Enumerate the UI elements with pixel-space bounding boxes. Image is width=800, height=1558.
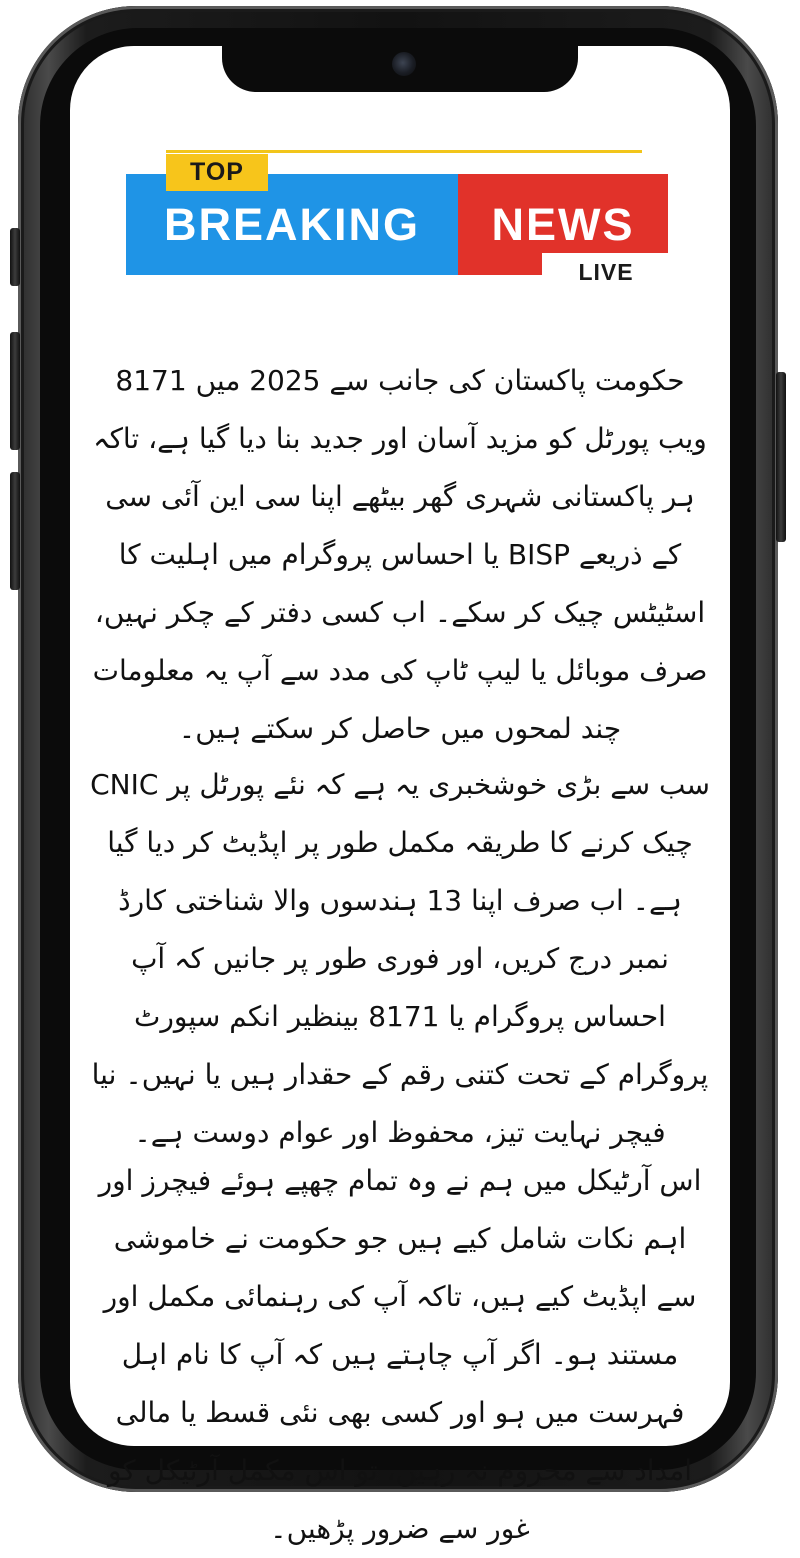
banner-accent-line — [166, 150, 642, 153]
mute-switch — [10, 228, 20, 286]
article-paragraph-3: اس آرٹیکل میں ہم نے وہ تمام چھپے ہوئے فیچرز اور اہم نکات شامل کیے ہیں جو حکومت نے خاموشی سے اپڈیٹ کیے ہیں، تاکہ آپ کی رہنمائی مکمل اور مستند ہو۔ اگر آپ چاہتے ہیں کہ آپ کا نام اہل فہرست میں ہو اور کسی بھی نئی قسط یا مالی امداد سے محروم نہ رہیں، تو اس مکمل آرٹیکل کو غور سے ضرور پڑھیں۔ — [98, 1164, 702, 1545]
power-button — [776, 372, 786, 542]
breaking-label: BREAKING — [126, 174, 458, 275]
camera-icon — [392, 52, 416, 76]
top-badge: TOP — [166, 154, 268, 191]
volume-down-button — [10, 472, 20, 590]
phone-notch — [222, 40, 578, 92]
volume-up-button — [10, 332, 20, 450]
live-badge: LIVE — [542, 253, 670, 291]
news-label: NEWS — [458, 174, 668, 275]
article-paragraph-1: حکومت پاکستان کی جانب سے 2025 میں 8171 ویب پورٹل کو مزید آسان اور جدید بنا دیا گیا ہے، تاکہ ہر پاکستانی شہری گھر بیٹھے اپنا سی این آئی سی کے ذریعے BISP یا احساس پروگرام میں اہلیت کا اسٹیٹس چیک کر سکے۔ اب کسی دفتر کے چکر نہیں، صرف موبائل یا لیپ ٹاپ کی مدد سے آپ یہ معلومات چند لمحوں میں حاصل کر سکتے ہیں۔ — [92, 364, 708, 745]
breaking-news-banner — [126, 150, 670, 290]
phone-screen — [70, 46, 730, 1545]
article-paragraph-2: سب سے بڑی خوشخبری یہ ہے کہ نئے پورٹل پر CNIC چیک کرنے کا طریقہ مکمل طور پر اپڈیٹ کر دیا گیا ہے۔ اب صرف اپنا 13 ہندسوں والا شناختی کارڈ نمبر درج کریں، اور فوری طور پر جانیں کہ آپ احساس پروگرام یا 8171 بینظیر انکم سپورٹ پروگرام کے تحت کتنی رقم کے حقدار ہیں یا نہیں۔ نیا فیچر نہایت تیز، محفوظ اور عوام دوست ہے۔ — [90, 768, 710, 1149]
